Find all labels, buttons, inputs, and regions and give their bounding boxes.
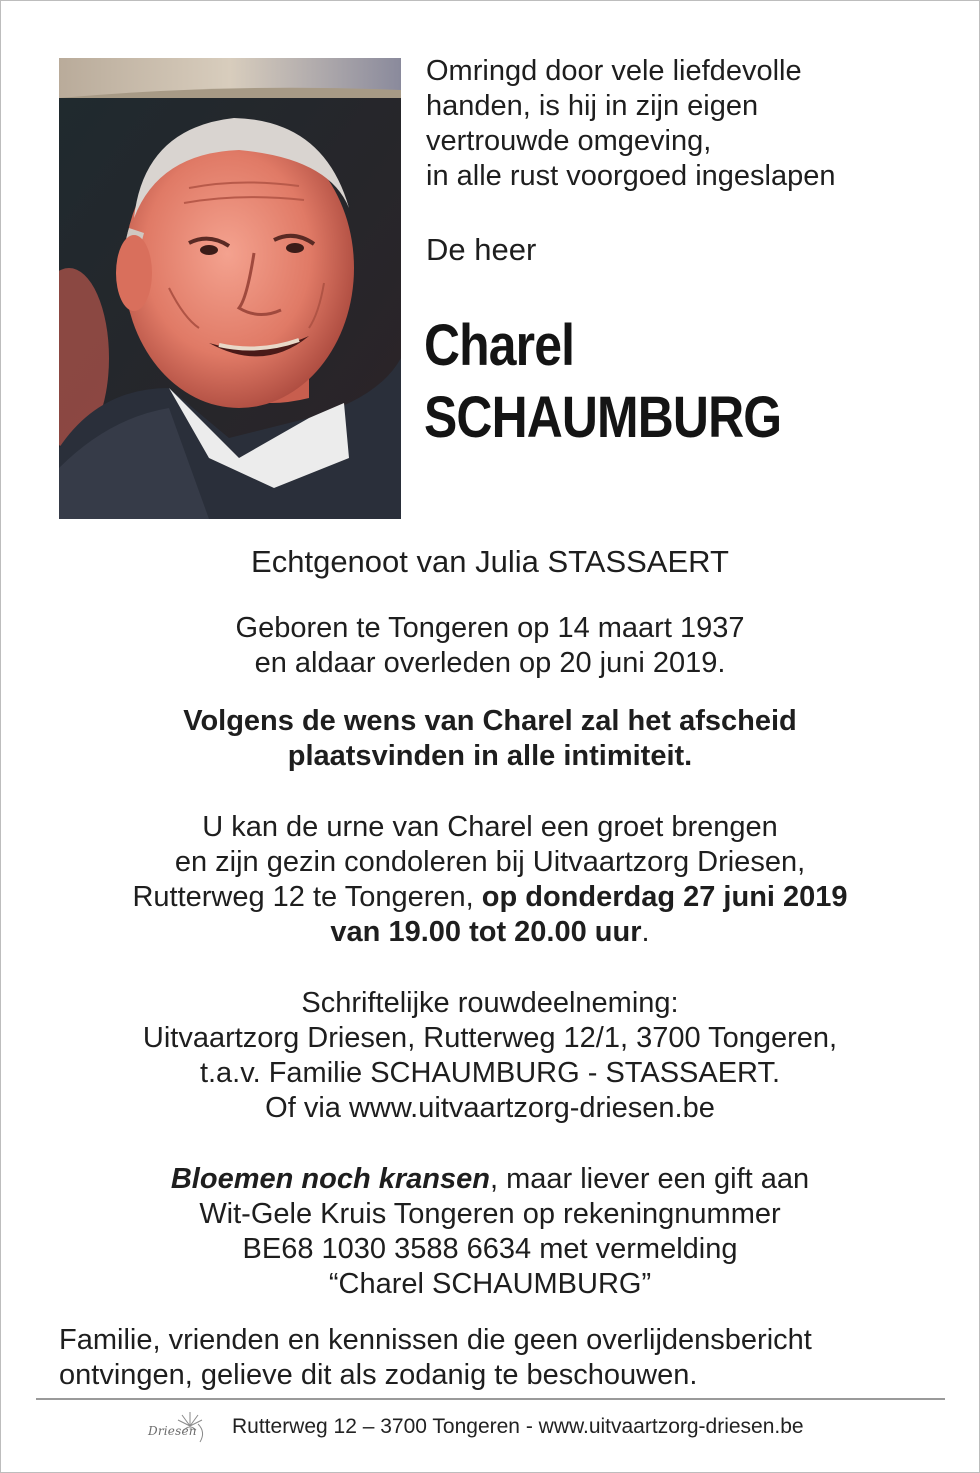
urn-line <box>0 915 980 950</box>
intro-line: vertrouwde omgeving, <box>426 125 712 157</box>
notice-line: ontvingen, gelieve dit als zodanig te beschouwen. <box>59 1359 698 1391</box>
driesen-logo <box>140 1408 212 1448</box>
mail-line: Schriftelijke rouwdeelneming: <box>301 987 679 1019</box>
notice-line: Familie, vrienden en kennissen die geen overlijdensbericht <box>59 1324 812 1356</box>
flowers-line <box>0 1162 980 1197</box>
spouse-line <box>0 544 980 579</box>
intro-text <box>426 54 946 194</box>
death-line: en aldaar overleden op 20 juni 2019. <box>254 647 726 679</box>
flowers-rest: , maar liever een gift aan <box>489 1163 810 1195</box>
urn-line: U kan de urne van Charel een groet brengen <box>202 811 778 843</box>
footer-address: Rutterweg 12 – 3700 Tongeren - www.uitvaartzorg-driesen.be <box>232 1415 804 1438</box>
urn-line <box>0 880 980 915</box>
mail-line: t.a.v. Familie SCHAUMBURG - STASSAERT. <box>199 1057 781 1089</box>
intro-line: handen, is hij in zijn eigen <box>426 90 759 122</box>
mail-line: Uitvaartzorg Driesen, Rutterweg 12/1, 3700 Tongeren, <box>142 1022 838 1054</box>
reference-line: “Charel SCHAUMBURG” <box>328 1268 652 1300</box>
logo-text: Driesen <box>148 1424 197 1438</box>
footer-divider <box>36 1398 945 1400</box>
urn-visit-info <box>0 810 980 950</box>
first-name: Charel <box>424 313 575 378</box>
birth-death-info <box>0 611 980 681</box>
portrait-photo <box>59 58 401 519</box>
birth-line: Geboren te Tongeren op 14 maart 1937 <box>235 612 745 644</box>
deceased-name <box>424 310 781 454</box>
intro-line: in alle rust voorgoed ingeslapen <box>426 160 836 192</box>
wish-line: Volgens de wens van Charel zal het afscheid <box>183 705 797 737</box>
condolence-address <box>0 986 980 1126</box>
mail-website-line: Of via www.uitvaartzorg-driesen.be <box>265 1092 715 1124</box>
family-notice <box>59 1323 939 1393</box>
spouse-text: Echtgenoot van Julia STASSAERT <box>251 544 729 579</box>
flowers-line: Wit-Gele Kruis Tongeren op rekeningnummer <box>199 1198 781 1230</box>
urn-period: . <box>641 916 650 948</box>
wish-line: plaatsvinden in alle intimiteit. <box>287 740 693 772</box>
urn-time: van 19.00 tot 20.00 uur <box>330 916 642 948</box>
intro-line: Omringd door vele liefdevolle <box>426 55 802 87</box>
salutation: De heer <box>426 232 537 267</box>
urn-date: op donderdag 27 juni 2019 <box>481 881 848 913</box>
bank-account-line: BE68 1030 3588 6634 met vermelding <box>242 1233 738 1265</box>
urn-address: Rutterweg 12 te Tongeren, <box>132 881 482 913</box>
last-name: SCHAUMBURG <box>424 385 782 450</box>
farewell-wish <box>0 704 980 774</box>
flowers-donation <box>0 1162 980 1302</box>
flowers-heading: Bloemen noch kransen <box>170 1163 490 1195</box>
urn-line: en zijn gezin condoleren bij Uitvaartzorg Driesen, <box>174 846 806 878</box>
portrait-illustration <box>59 58 401 519</box>
